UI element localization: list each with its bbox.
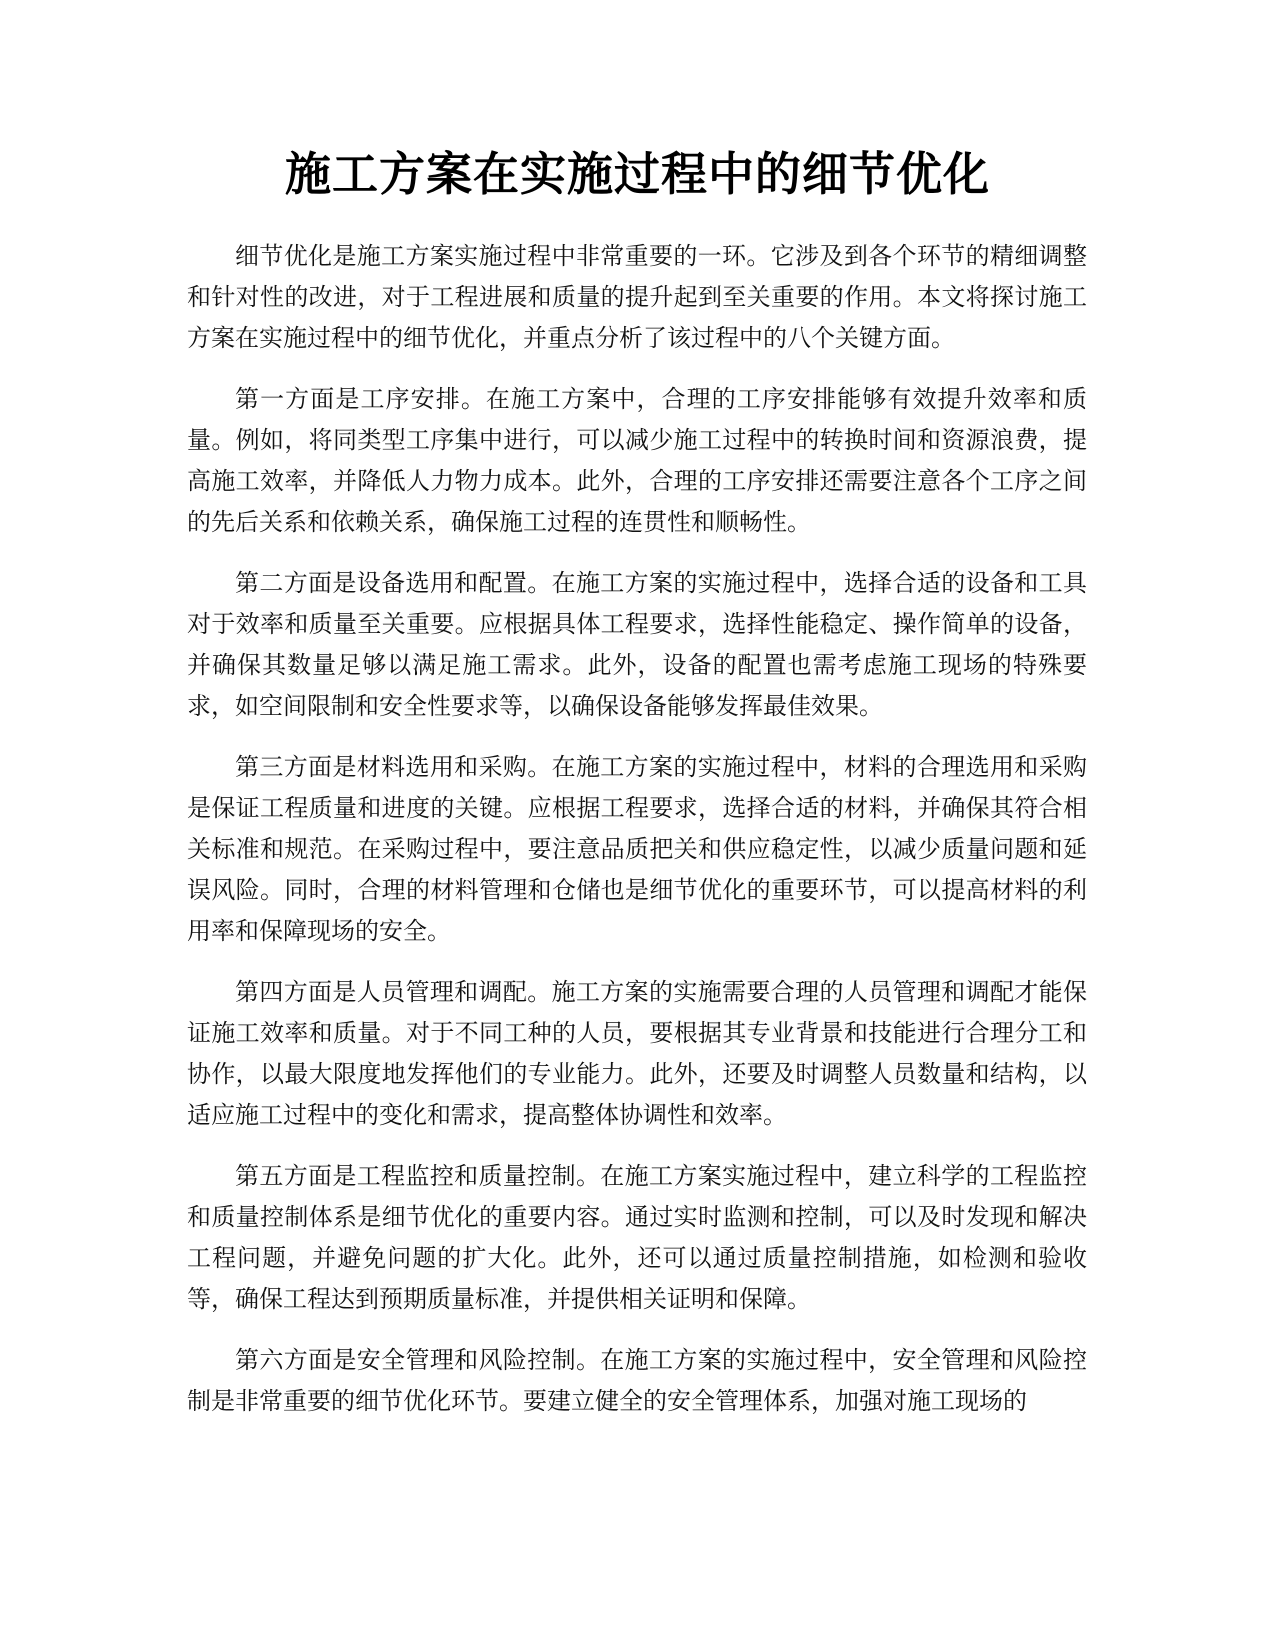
paragraph-equipment: 第二方面是设备选用和配置。在施工方案的实施过程中，选择合适的设备和工具对于效率和质量至关重要。应根据具体工程要求，选择性能稳定、操作简单的设备，并确保其数量足够以满足施工需求。此外，设备的配置也需考虑施工现场的特殊要求，如空间限制和安全性要求等，以确保设备能够发挥最佳效果。 [187, 569, 1087, 720]
paragraph-process-scheduling: 第一方面是工序安排。在施工方案中，合理的工序安排能够有效提升效率和质量。例如，将同类型工序集中进行，可以减少施工过程中的转换时间和资源浪费，提高施工效率，并降低人力物力成本。此外，合理的工序安排还需要注意各个工序之间的先后关系和依赖关系，确保施工过程的连贯性和顺畅性。 [187, 385, 1087, 536]
paragraph-safety: 第六方面是安全管理和风险控制。在施工方案的实施过程中，安全管理和风险控制是非常重要的细节优化环节。要建立健全的安全管理体系，加强对施工现场的 [187, 1346, 1087, 1415]
document-title: 施工方案在实施过程中的细节优化 [285, 147, 990, 201]
paragraph-materials: 第三方面是材料选用和采购。在施工方案的实施过程中，材料的合理选用和采购是保证工程质量和进度的关键。应根据工程要求，选择合适的材料，并确保其符合相关标准和规范。在采购过程中，要注意品质把关和供应稳定性，以减少质量问题和延误风险。同时，合理的材料管理和仓储也是细节优化的重要环节，可以提高材料的利用率和保障现场的安全。 [187, 753, 1087, 945]
document-body [187, 236, 1087, 1442]
paragraph-personnel: 第四方面是人员管理和调配。施工方案的实施需要合理的人员管理和调配才能保证施工效率和质量。对于不同工种的人员，要根据其专业背景和技能进行合理分工和协作，以最大限度地发挥他们的专业能力。此外，还要及时调整人员数量和结构，以适应施工过程中的变化和需求，提高整体协调性和效率。 [187, 978, 1087, 1129]
paragraph-intro: 细节优化是施工方案实施过程中非常重要的一环。它涉及到各个环节的精细调整和针对性的改进，对于工程进展和质量的提升起到至关重要的作用。本文将探讨施工方案在实施过程中的细节优化，并重点分析了该过程中的八个关键方面。 [187, 242, 1087, 352]
paragraph-quality-control: 第五方面是工程监控和质量控制。在施工方案实施过程中，建立科学的工程监控和质量控制体系是细节优化的重要内容。通过实时监测和控制，可以及时发现和解决工程问题，并避免问题的扩大化。此外，还可以通过质量控制措施，如检测和验收等，确保工程达到预期质量标准，并提供相关证明和保障。 [187, 1162, 1087, 1313]
